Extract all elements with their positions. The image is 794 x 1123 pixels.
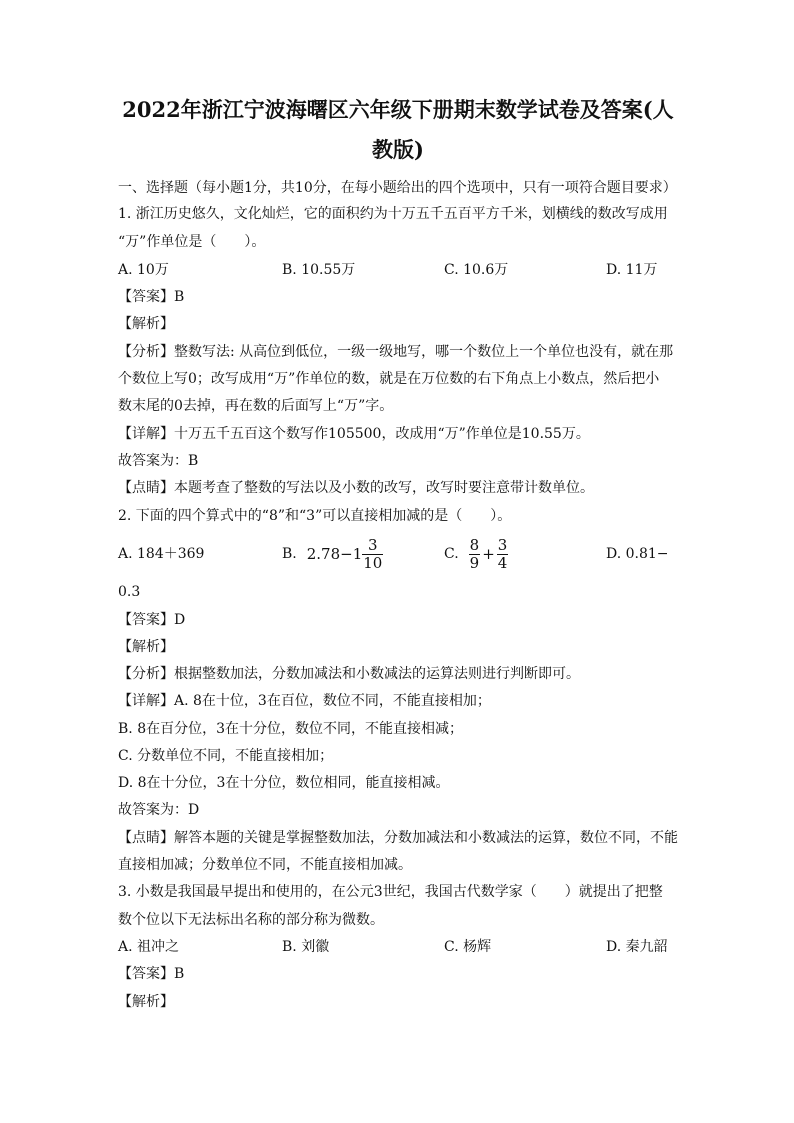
q1-analysis-heading: 【解析】 — [118, 316, 174, 332]
q2-detail-line-2: B. 8在百分位，3在十分位，数位不同，不能直接相减； — [118, 721, 464, 737]
q2-stem: 2. 下面的四个算式中的“8”和“3”可以直接相加减的是（ ）。 — [118, 508, 512, 524]
q1-fenxi-line-3: 数末尾的0去掉，再在数的后面写上“万”字。 — [118, 398, 394, 414]
q2-option-b-fraction — [362, 537, 383, 571]
q1-option-c: C. 10.6万 — [444, 262, 509, 278]
q2-option-c-denominator-2: 4 — [497, 553, 508, 572]
q3-stem-line-1: 3. 小数是我国最早提出和使用的，在公元3世纪，我国古代数学家（ ）就提出了把整 — [118, 884, 663, 900]
q2-analysis-heading: 【解析】 — [118, 639, 174, 655]
q1-option-a: A. 10万 — [118, 262, 169, 278]
q2-conclusion: 故答案为：D — [118, 802, 200, 818]
q1-answer: 【答案】B — [118, 289, 185, 305]
q2-option-b-denominator: 10 — [363, 553, 383, 572]
q2-detail-line-1: 【详解】A. 8在十位，3在百位，数位不同，不能直接相加； — [118, 693, 491, 709]
q2-option-c-numerator-2: 3 — [497, 536, 508, 554]
q3-option-d: D. 秦九韶 — [606, 939, 668, 955]
q2-fenxi: 【分析】根据整数加法，分数加减法和小数减法的运算法则进行判断即可。 — [118, 666, 580, 682]
q2-option-a: A. 184＋369 — [118, 546, 205, 562]
q3-stem-line-2: 数个位以下无法标出名称的部分称为微数。 — [118, 912, 384, 928]
q3-answer: 【答案】B — [118, 966, 185, 982]
q3-analysis-heading: 【解析】 — [118, 994, 174, 1010]
q2-option-b-expression: 2.78−1 — [306, 545, 363, 563]
q2-answer: 【答案】D — [118, 612, 186, 628]
q2-detail-line-4: D. 8在十分位，3在十分位，数位相同，能直接相减。 — [118, 775, 450, 791]
q1-fenxi-line-1: 【分析】整数写法: 从高位到低位，一级一级地写，哪一个数位上一个单位也没有，就在那 — [118, 344, 674, 360]
document-title-line-2: 教版) — [372, 137, 424, 162]
q3-option-a: A. 祖冲之 — [118, 939, 180, 955]
q1-stem-line-2: “万”作单位是（ ）。 — [118, 234, 266, 250]
q2-option-c-fraction-1 — [469, 537, 481, 571]
q2-option-b-label: B. — [282, 546, 297, 562]
q2-option-c-numerator-1: 8 — [469, 536, 480, 554]
q3-option-c: C. 杨辉 — [444, 939, 492, 955]
document-title-line-1: 2022年浙江宁波海曙区六年级下册期末数学试卷及答案(人 — [122, 97, 674, 122]
q3-option-b: B. 刘徽 — [282, 939, 330, 955]
q2-option-c — [444, 532, 508, 576]
q1-detail: 【详解】十万五千五百这个数写作105500，改成用“万”作单位是10.55万。 — [118, 426, 590, 442]
q2-option-d-part-1: D. 0.81− — [606, 546, 669, 562]
q2-option-c-operator: + — [482, 545, 495, 563]
q2-option-c-label: C. — [444, 546, 459, 562]
q1-option-b: B. 10.55万 — [282, 262, 356, 278]
q1-stem-line-1: 1. 浙江历史悠久，文化灿烂，它的面积约为十万五千五百平方千米，划横线的数改写成用 — [118, 206, 668, 222]
q1-fenxi-line-2: 个数位上写0；改写成用“万”作单位的数，就是在万位数的右下角点上小数点，然后把小 — [118, 371, 660, 387]
q2-comment-line-2: 直接相加减；分数单位不同，不能直接相加减。 — [118, 857, 412, 873]
q2-option-c-fraction-2 — [497, 537, 509, 571]
q2-detail-line-3: C. 分数单位不同，不能直接相加； — [118, 748, 334, 764]
section-heading: 一、选择题（每小题1分，共10分，在每小题给出的四个选项中，只有一项符合题目要求） — [118, 180, 677, 196]
q2-option-b — [282, 532, 383, 576]
q1-comment: 【点睛】本题考查了整数的写法以及小数的改写，改写时要注意带计数单位。 — [118, 480, 594, 496]
q1-option-d: D. 11万 — [606, 262, 658, 278]
q2-option-b-numerator: 3 — [362, 537, 383, 555]
q1-conclusion: 故答案为：B — [118, 453, 199, 469]
q2-option-c-denominator-1: 9 — [469, 553, 480, 572]
q2-comment-line-1: 【点睛】解答本题的关键是掌握整数加法，分数加减法和小数减法的运算，数位不同，不能 — [118, 830, 678, 846]
q2-option-d-part-2: 0.3 — [118, 584, 141, 600]
